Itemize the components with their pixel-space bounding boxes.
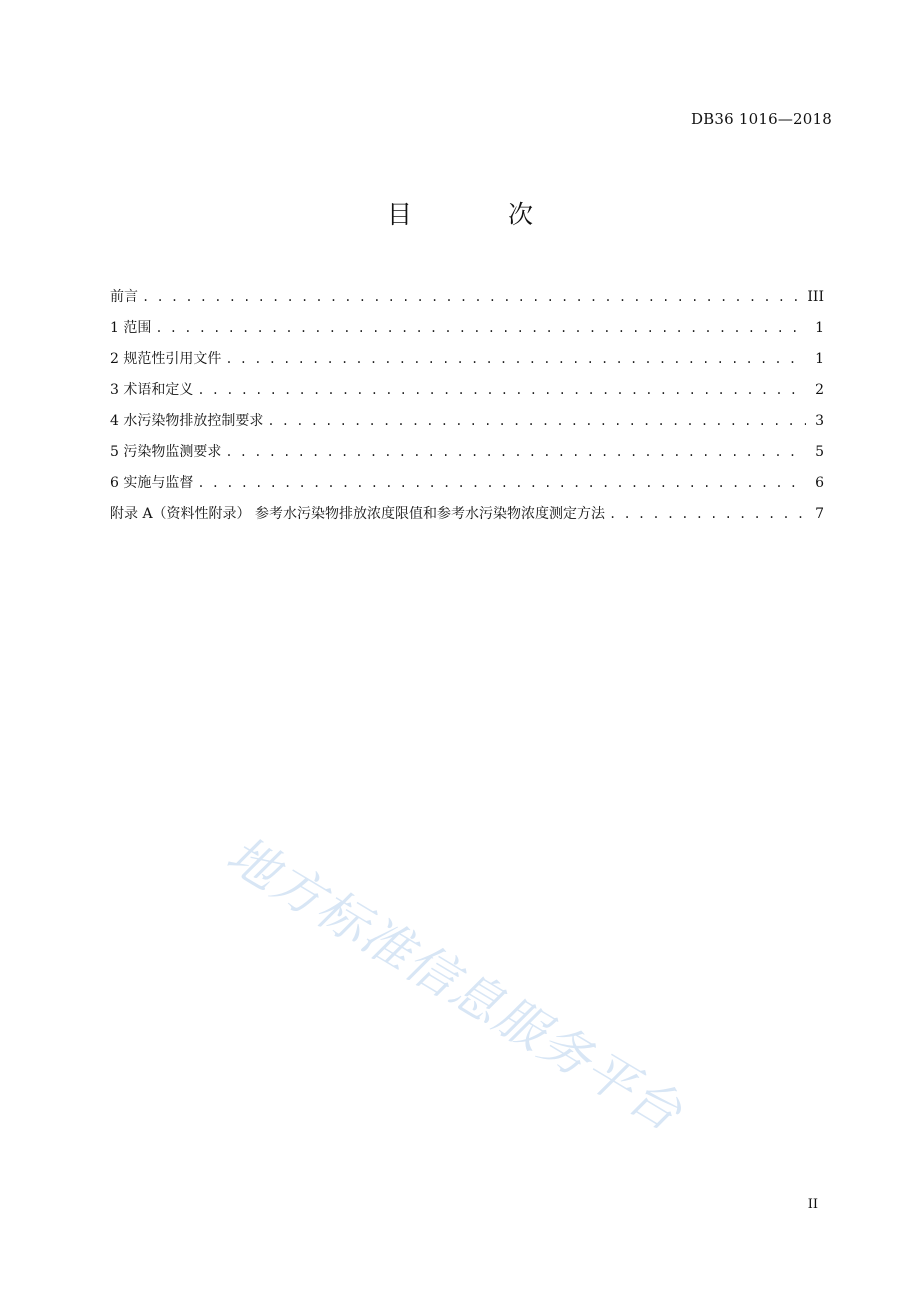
- toc-entry-implementation[interactable]: [110, 467, 824, 498]
- toc-entry-discharge-control[interactable]: [110, 405, 824, 436]
- toc-entry-page: 1: [815, 350, 824, 367]
- page-number: II: [807, 1197, 818, 1212]
- toc-leader-dots: [197, 474, 806, 492]
- toc-entry-terms-definitions[interactable]: [110, 374, 824, 405]
- toc-leader-dots: [609, 505, 806, 523]
- toc-leader-dots: [225, 350, 806, 368]
- toc-entry-appendix-a[interactable]: [110, 498, 824, 529]
- standard-code: DB36 1016—2018: [690, 110, 832, 128]
- toc-entry-label: 3 术语和定义: [110, 381, 194, 398]
- toc-entry-page: 1: [815, 319, 824, 336]
- toc-entry-label: 5 污染物监测要求: [110, 443, 222, 460]
- toc-leader-dots: [267, 412, 806, 430]
- toc-entry-page: 7: [815, 505, 824, 522]
- table-of-contents: [110, 281, 824, 529]
- toc-entry-monitoring[interactable]: [110, 436, 824, 467]
- page-title: 目 次: [387, 200, 577, 229]
- watermark: 地方标准信息服务平台: [217, 825, 693, 1143]
- toc-entry-label: 1 范围: [110, 319, 152, 336]
- toc-entry-label: 4 水污染物排放控制要求: [110, 412, 264, 429]
- toc-leader-dots: [142, 288, 799, 306]
- toc-entry-label: 附录 A（资料性附录） 参考水污染物排放浓度限值和参考水污染物浓度测定方法: [110, 505, 606, 522]
- toc-leader-dots: [225, 443, 806, 461]
- toc-entry-page: 5: [815, 443, 824, 460]
- toc-leader-dots: [197, 381, 806, 399]
- toc-entry-normative-references[interactable]: [110, 343, 824, 374]
- toc-entry-label: 6 实施与监督: [110, 474, 194, 491]
- toc-entry-page: 6: [815, 474, 824, 491]
- toc-entry-scope[interactable]: [110, 312, 824, 343]
- toc-entry-foreword[interactable]: [110, 281, 824, 312]
- toc-entry-label: 前言: [110, 288, 138, 305]
- toc-entry-page: 3: [815, 412, 824, 429]
- toc-entry-page: 2: [815, 381, 824, 398]
- toc-leader-dots: [155, 319, 806, 337]
- toc-entry-page: III: [807, 288, 824, 305]
- toc-entry-label: 2 规范性引用文件: [110, 350, 222, 367]
